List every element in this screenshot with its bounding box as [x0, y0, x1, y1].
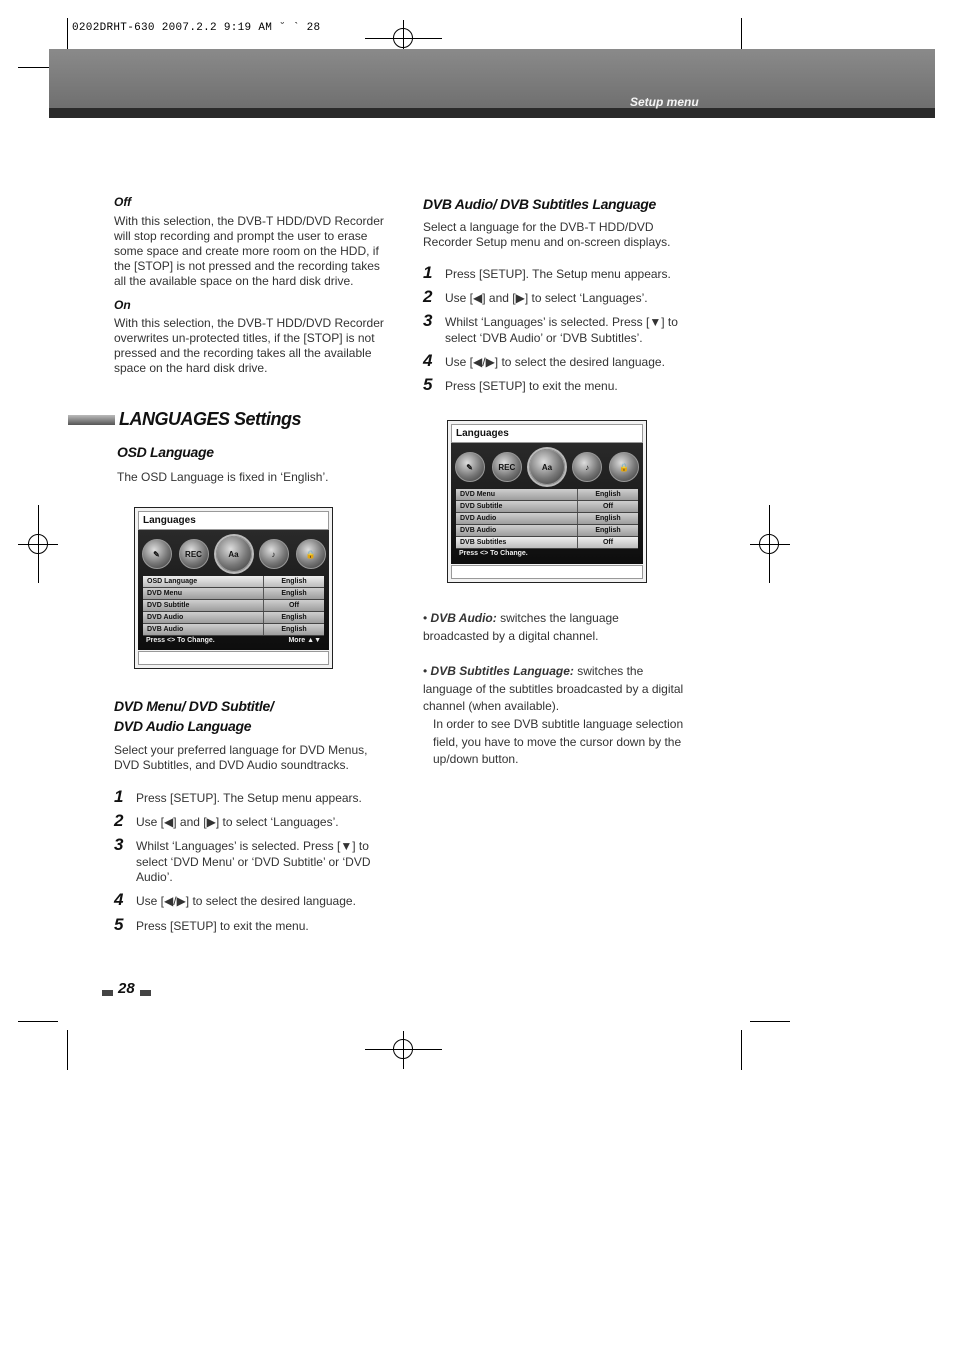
- menu-panel: [451, 443, 643, 564]
- dvb-text: Select a language for the DVB-T HDD/DVD Recorder Setup menu and on-screen displays.: [423, 220, 671, 249]
- registration-mark: [759, 534, 779, 554]
- menu-bottom-bar: [138, 651, 329, 665]
- bullet-dvb-subtitles: • DVB Subtitles Language: switches the language of the subtitles broadcasted by a digital channel (when available).: [423, 664, 684, 713]
- crop-mark: [18, 1021, 58, 1022]
- off-label: Off: [114, 195, 132, 209]
- bullet-dvb-audio: • DVB Audio: switches the language broadcasted by a digital channel.: [423, 611, 619, 643]
- rec-icon: REC: [179, 539, 209, 569]
- step-text: Whilst ‘Languages’ is selected. Press [▼] to select ‘DVB Audio’ or ‘DVB Subtitles’.: [445, 315, 678, 345]
- step-number: 2: [423, 287, 433, 306]
- osd-heading: OSD Language: [117, 444, 214, 460]
- bullet-text: switches the language of the subtitles broadcasted by a digital channel (when available).: [423, 664, 684, 713]
- menu-row: DVD Menu English: [143, 588, 324, 600]
- menu-row: OSD Language English: [143, 576, 324, 588]
- step-text: Use [◀/▶] to select the desired language.: [136, 894, 356, 908]
- crop-mark: [67, 1030, 68, 1070]
- step-text: Press [SETUP]. The Setup menu appears.: [136, 791, 362, 805]
- step-number: 4: [114, 890, 124, 909]
- print-slug: 0202DRHT-630 2007.2.2 9:19 AM ˘ ` 28: [72, 22, 321, 34]
- menu-footer: [459, 550, 635, 557]
- step-number: 5: [423, 375, 433, 394]
- registration-mark: [393, 28, 413, 48]
- menu-footer-more: More ▲▼: [288, 637, 321, 644]
- step-number: 4: [423, 351, 433, 370]
- registration-mark: [393, 1039, 413, 1059]
- lock-icon: 🔒: [609, 452, 639, 482]
- menu-rows: [456, 489, 638, 549]
- menu-icon-row: [451, 449, 643, 485]
- bullet-text: switches the language broadcasted by a digital channel.: [423, 611, 619, 643]
- menu-row: DVB Subtitles Off: [456, 537, 638, 549]
- step-text: Use [◀] and [▶] to select ‘Languages’.: [136, 815, 339, 829]
- menu-footer: [146, 637, 321, 644]
- menu-panel: [138, 530, 329, 650]
- step-text: Press [SETUP] to exit the menu.: [445, 379, 618, 393]
- step-text: Whilst ‘Languages’ is selected. Press [▼] to select ‘DVD Menu’ or ‘DVD Subtitle’ or ‘DVD Audio’.: [136, 839, 371, 884]
- language-icon: Aa: [529, 449, 565, 485]
- on-text: With this selection, the DVB-T HDD/DVD Recorder overwrites un-protected titles, if the [STOP] is not pressed and the recording takes all the available space on the hard disk drive.: [114, 316, 384, 375]
- step-text: Use [◀/▶] to select the desired language.: [445, 355, 665, 369]
- off-text: With this selection, the DVB-T HDD/DVD Recorder will stop recording and prompt the user to erase some space and create more room on the HDD, if the [STOP] is not pressed and the recording takes all the available space on the hard disk drive.: [114, 214, 384, 288]
- menu-row: DVB Audio English: [456, 525, 638, 537]
- menu-title: Languages: [451, 424, 643, 443]
- languages-menu-screenshot: [134, 507, 333, 669]
- tools-icon: ✎: [455, 452, 485, 482]
- bullet-term: DVB Subtitles Language:: [430, 664, 574, 678]
- menu-row: DVD Audio English: [456, 513, 638, 525]
- step-number: 3: [423, 311, 433, 330]
- section-title-bar: [68, 415, 115, 425]
- dvb-heading: DVB Audio/ DVB Subtitles Language: [423, 196, 657, 212]
- page-number-bar: [102, 990, 113, 996]
- language-icon: Aa: [216, 536, 252, 572]
- crop-mark: [750, 1021, 790, 1022]
- step-text: Use [◀] and [▶] to select ‘Languages’.: [445, 291, 648, 305]
- menu-row: DVD Subtitle Off: [143, 600, 324, 612]
- step-number: 3: [114, 835, 124, 854]
- rec-icon: REC: [492, 452, 522, 482]
- header-band: [49, 49, 935, 109]
- step-text: Press [SETUP]. The Setup menu appears.: [445, 267, 671, 281]
- page-number-bar: [140, 990, 151, 996]
- music-icon: ♪: [259, 539, 289, 569]
- menu-row: DVD Audio English: [143, 612, 324, 624]
- dvd-text: Select your preferred language for DVD Menus, DVD Subtitles, and DVD Audio soundtracks.: [114, 743, 368, 772]
- bullet-dvb-subtitles-extra: In order to see DVB subtitle language selection field, you have to move the cursor down by the up/down button.: [433, 717, 684, 766]
- menu-rows: [143, 576, 324, 636]
- step-number: 2: [114, 811, 124, 830]
- lock-icon: 🔒: [296, 539, 326, 569]
- menu-row: DVB Audio English: [143, 624, 324, 636]
- tools-icon: ✎: [142, 539, 172, 569]
- languages-menu-screenshot: [447, 420, 647, 583]
- registration-mark: [28, 534, 48, 554]
- menu-title: Languages: [138, 511, 329, 530]
- on-label: On: [114, 298, 131, 312]
- step-number: 1: [423, 263, 433, 282]
- dvd-heading-line2: DVD Audio Language: [114, 718, 252, 734]
- menu-icon-row: [138, 536, 329, 572]
- page-number: 28: [118, 980, 135, 997]
- step-number: 1: [114, 787, 124, 806]
- crop-mark: [741, 1030, 742, 1070]
- music-icon: ♪: [572, 452, 602, 482]
- step-text: Press [SETUP] to exit the menu.: [136, 919, 309, 933]
- bullet-term: DVB Audio:: [430, 611, 497, 625]
- header-strip: [49, 108, 935, 118]
- menu-footer-hint: Press <> To Change.: [146, 637, 215, 644]
- section-title: LANGUAGES Settings: [119, 409, 302, 429]
- menu-footer-hint: Press <> To Change.: [459, 550, 528, 557]
- osd-text: The OSD Language is fixed in ‘English’.: [117, 470, 329, 484]
- dvd-heading-line1: DVD Menu/ DVD Subtitle/: [114, 698, 274, 714]
- step-number: 5: [114, 915, 124, 934]
- menu-row: DVD Subtitle Off: [456, 501, 638, 513]
- menu-row: DVD Menu English: [456, 489, 638, 501]
- menu-bottom-bar: [451, 565, 643, 579]
- header-label: Setup menu: [630, 95, 699, 109]
